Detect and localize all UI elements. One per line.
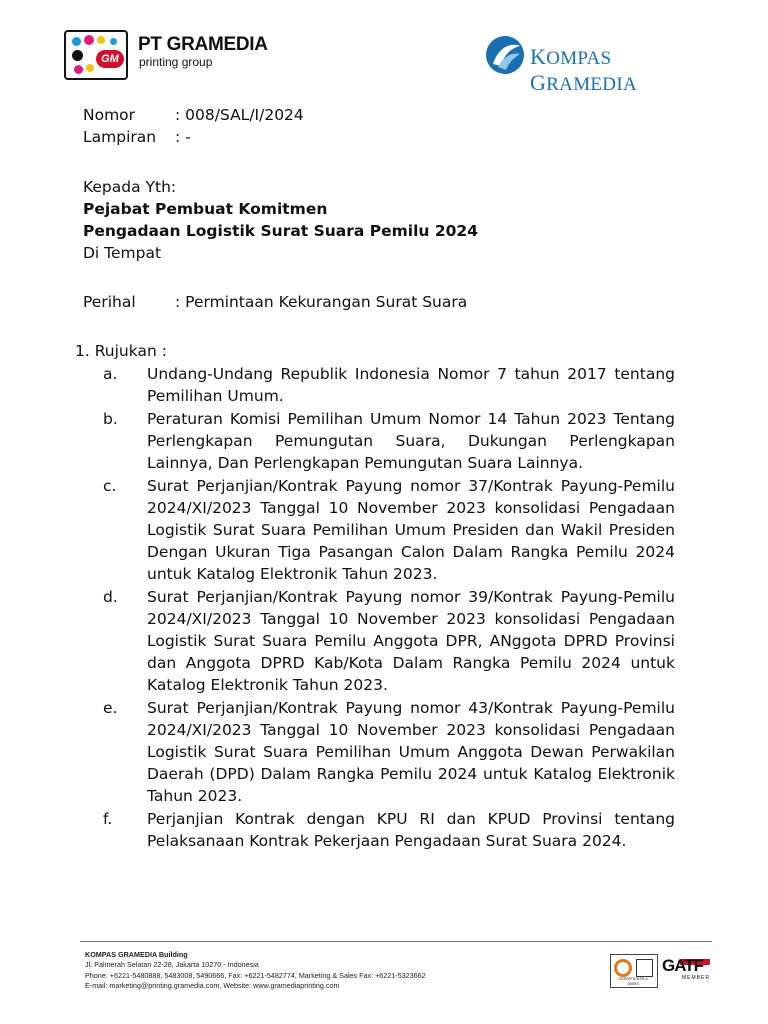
list-item	[83, 363, 675, 407]
gramedia-printing-logo	[64, 30, 304, 82]
list-item-text: Surat Perjanjian/Kontrak Payung nomor 37/Kontrak Payung-Pemilu 2024/XI/2023 Tanggal 10 November 2023 konsolidasi Pengadaan Logistik Surat Suara Pemilihan Umum Presiden dan Wakil Presiden Dengan Ukuran Tiga Pasangan Calon Dalam Rangka Pemilu 2024 untuk Katalog Elektronik Tahun 2023.	[147, 477, 675, 583]
letter-body	[75, 104, 675, 852]
nomor-row	[83, 104, 675, 126]
list-item	[83, 808, 675, 852]
gatf-member-logo	[662, 956, 714, 984]
list-item-text: Surat Perjanjian/Kontrak Payung nomor 43/Kontrak Payung-Pemilu 2024/XI/2023 Tanggal 10 November 2023 konsolidasi Pengadaan Logistik Surat Suara Pemilihan Umum Anggota Dewan Perwakilan Daerah (DPD) Dalam Rangka Pemilu 2024 untuk Katalog Elektronik Tahun 2023.	[147, 699, 675, 805]
certificate-caption: CERTIFICATE # 00093	[618, 976, 648, 986]
recipient-location: Di Tempat	[83, 244, 162, 262]
list-item-text: Undang-Undang Republik Indonesia Nomor 7 tahun 2017 tentang Pemilihan Umum.	[147, 365, 675, 405]
certification-badge-icon	[610, 954, 658, 988]
lampiran-label: Lampiran	[83, 128, 157, 146]
nomor-value: : 008/SAL/I/2024	[175, 106, 304, 124]
nomor-label: Nomor	[83, 106, 136, 124]
list-item-letter: f.	[103, 810, 113, 828]
list-item-letter: b.	[103, 410, 118, 428]
perihal-row	[83, 291, 675, 313]
kompas-gramedia-logo	[484, 34, 720, 95]
list-item-letter: e.	[103, 699, 118, 717]
lampiran-value: : -	[175, 128, 191, 146]
recipient-greeting: Kepada Yth:	[83, 178, 177, 196]
perihal-value: : Permintaan Kekurangan Surat Suara	[175, 293, 468, 311]
gatf-member-label: MEMBER	[682, 975, 710, 981]
list-item-letter: d.	[103, 588, 118, 606]
gm-badge: GM	[96, 50, 124, 68]
gramedia-logo-mark	[64, 30, 128, 80]
footer-building: KOMPAS GRAMEDIA Building	[85, 950, 188, 959]
list-item	[83, 408, 675, 474]
list-item-text: Perjanjian Kontrak dengan KPU RI dan KPUD Provinsi tentang Pelaksanaan Kontrak Pekerjaan Pengadaan Surat Suara 2024.	[147, 810, 675, 850]
perihal-label: Perihal	[83, 293, 136, 311]
list-item	[83, 697, 675, 807]
recipient-title: Pejabat Pembuat Komitmen	[83, 200, 328, 218]
list-item-letter: c.	[103, 477, 117, 495]
recipient-department: Pengadaan Logistik Surat Suara Pemilu 2024	[83, 222, 478, 240]
footer	[85, 950, 426, 991]
footer-address: Jl. Palmerah Selatan 22-28, Jakarta 10270 - Indonesia	[85, 960, 259, 970]
footer-phone: Phone: +6221-5480888, 5483008, 5490666, Fax: +6221-5482774, Marketing & Sales Fax: +6221-5323662	[85, 970, 426, 980]
kompas-gramedia-mark-icon	[484, 34, 526, 76]
list-item	[83, 475, 675, 585]
kompas-gramedia-wordmark: KOMPAS GRAMEDIA	[530, 44, 637, 95]
company-name: PT GRAMEDIA	[138, 34, 268, 55]
company-subtitle: printing group	[139, 55, 213, 69]
lampiran-row	[83, 126, 675, 148]
list-item	[83, 586, 675, 696]
footer-contact: E-mail: marketing@printing.gramedia.com, Website: www.gramediaprinting.com	[85, 980, 340, 990]
gatf-wordmark: GATF	[662, 956, 704, 975]
list-item-text: Surat Perjanjian/Kontrak Payung nomor 39/Kontrak Payung-Pemilu 2024/XI/2023 Tanggal 10 November 2023 konsolidasi Pengadaan Logistik Surat Suara Pemilu Anggota DPR, ANggota DPRD Provinsi dan Anggota DPRD Kab/Kota Dalam Rangka Pemilu 2024 untuk Katalog Elektronik Tahun 2023.	[147, 588, 675, 694]
section-heading: 1. Rujukan :	[75, 342, 167, 360]
list-item-text: Peraturan Komisi Pemilihan Umum Nomor 14 Tahun 2023 Tentang Perlengkapan Pemungutan Suara, Dukungan Perlengkapan Lainnya, Dan Perlengkapan Pemungutan Suara Lainnya.	[147, 410, 675, 472]
footer-divider	[80, 941, 712, 942]
list-item-letter: a.	[103, 365, 118, 383]
